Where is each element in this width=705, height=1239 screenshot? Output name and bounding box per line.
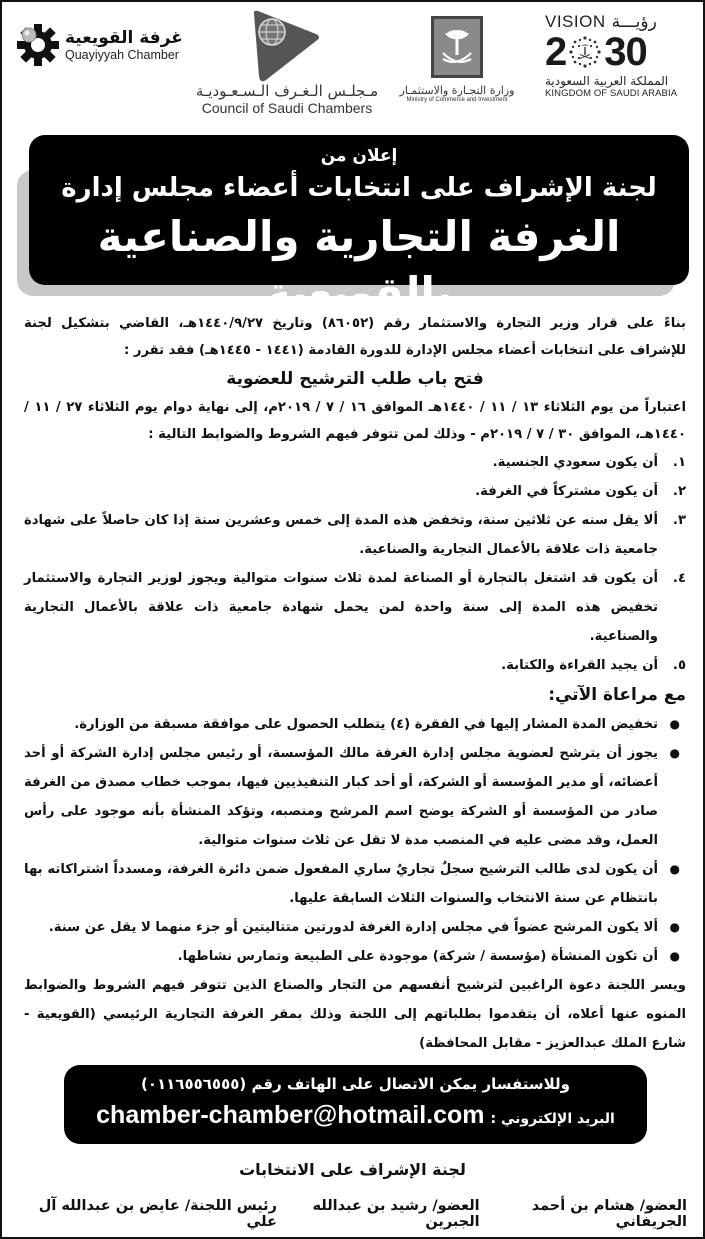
condition-text: ألا يقل سنه عن ثلاثين سنة، وتخفض هذه المدة إلى خمس وعشرين سنة إذا كان حاصلاً على شهادة جامعية ذات علاقة بالأعمال التجارية والصناعية. — [24, 513, 658, 557]
gear-icon — [17, 24, 59, 66]
announcement-body — [24, 310, 686, 1058]
globe-triangle-icon — [252, 10, 322, 80]
signatures-row — [32, 1198, 687, 1230]
note-item — [24, 913, 686, 942]
condition-text: أن يكون مشتركاً في الغرفة. — [475, 484, 658, 499]
year-digits: 30 — [604, 30, 647, 74]
council-name-ar: مـجلـس الـغـرف الـسـعـوديـة — [195, 82, 379, 100]
note-item — [24, 942, 686, 971]
condition-number: ١. — [672, 455, 686, 470]
condition-item — [24, 506, 686, 564]
condition-text: أن يكون قد اشتغل بالتجارة أو الصناعة لمدة ثلاث سنوات متوالية ويجوز لوزير التجارة والاستثمار تخفيض هذه المدة إلى سنة واحدة لمن يحمل شهادة جامعية ذات علاقة بالأعمال التجارية والصناعية. — [24, 571, 658, 644]
phone-line: وللاستفسار يمكن الاتصال على الهاتف رقم (٠١١٦٥٥٦٥٥٥) — [140, 1075, 570, 1093]
palm-swords-emblem-icon — [431, 16, 483, 78]
condition-number: ٤. — [672, 571, 686, 586]
palm-swords-star-icon — [568, 35, 602, 69]
signature-member-1: العضو/ هشام بن أحمد الجريفاني — [531, 1198, 687, 1230]
vision-word-en: VISION — [545, 12, 606, 31]
bullet-icon: ● — [669, 746, 680, 760]
note-item — [24, 855, 686, 913]
note-text: تخفيض المدة المشار إليها في الفقرة (٤) يتطلب الحصول على موافقة مسبقة من الوزارة. — [74, 717, 658, 732]
period-paragraph: اعتباراً من يوم الثلاثاء ١٣ / ١١ / ١٤٤٠هـ الموافق ١٦ / ٧ / ٢٠١٩م، إلى نهاية دوام يوم الثلاثاء ٢٧ / ١١ / ١٤٤٠هـ، الموافق ٣٠ / ٧ / ٢٠١٩م - وذلك لمن تتوفر فيهم الشروط والضوابط التالية : — [24, 400, 687, 442]
council-logo — [192, 10, 382, 116]
ministry-logo — [382, 16, 532, 103]
contact-box — [64, 1065, 647, 1144]
condition-text: أن يكون سعودي الجنسية. — [492, 455, 658, 470]
condition-item — [24, 448, 686, 477]
email-row — [64, 1101, 647, 1130]
council-name-en: Council of Saudi Chambers — [201, 100, 373, 116]
banner-line-1: إعلان من — [320, 146, 398, 166]
ministry-name-ar: وزارة التجـارة والاستثمـار — [399, 84, 515, 97]
signature-member-2: العضو/ رشيد بن عبدالله الجبرين — [312, 1198, 480, 1230]
note-item — [24, 739, 686, 855]
closing-paragraph: ويسر اللجنة دعوة الراغبين لترشيح أنفسهم من التجار والصناع الذين تتوفر فيهم الشروط والضوابط المنوه عنها أعلاه، أن يتقدموا بطلباتهم إلى اللجنة وذلك بمقر الغرفة التجارية الرئيسي (القويعية - شارع الملك عبدالعزيز - مقابل المحافظة) — [24, 978, 686, 1051]
kingdom-name-ar: المملكة العربية السعودية — [545, 74, 669, 88]
condition-number: ٣. — [672, 513, 686, 528]
quayiyyah-chamber-logo — [17, 20, 207, 70]
banner-line-2: لجنة الإشراف على انتخابات أعضاء مجلس إدارة — [61, 173, 657, 203]
committee-title: لجنة الإشراف على الانتخابات — [239, 1160, 466, 1179]
note-text: ألا يكون المرشح عضواً في مجلس إدارة الغرفة لدورتين متتاليتين أو جزء منهما لا يقل عن سنة. — [48, 920, 658, 935]
condition-item — [24, 651, 686, 680]
chamber-name-ar: غرفة القويعية — [65, 28, 183, 48]
bullet-icon: ● — [669, 862, 680, 876]
banner-line-3: الغرفة التجارية والصناعية بالقويعية — [97, 212, 621, 317]
conditions-list — [24, 448, 686, 680]
condition-number: ٥. — [672, 658, 686, 673]
bullet-icon: ● — [669, 717, 680, 731]
section-heading: فتح باب طلب الترشيح للعضوية — [226, 369, 484, 389]
ministry-name-en: Ministry of Commerce and Investment — [406, 97, 508, 103]
signature-chairman: رئيس اللجنة/ عايض بن عبدالله آل علي — [38, 1198, 277, 1230]
note-text: أن تكون المنشأة (مؤسسة / شركة) موجودة على الطبيعة وتمارس نشاطها. — [177, 949, 658, 964]
kingdom-name-en: KINGDOM OF SAUDI ARABIA — [545, 88, 678, 99]
vision-word-ar: رؤيـــة — [611, 12, 657, 32]
title-banner — [29, 135, 689, 317]
year-digit: 2 — [545, 30, 567, 74]
note-text: أن يكون لدى طالب الترشيح سجلٌ تجاريٌ ساري المفعول ضمن دائرة الغرفة، ومسدداً اشتراكاته بها بانتظام عن سنة الانتخاب والسنوات الثلاث السابقة عليها. — [24, 862, 658, 906]
condition-item — [24, 564, 686, 651]
note-item — [24, 710, 686, 739]
condition-text: أن يجيد القراءة والكتابة. — [501, 658, 658, 673]
bullet-icon: ● — [669, 920, 680, 934]
vision-year — [545, 32, 685, 72]
note-text: يجوز أن يترشح لعضوية مجلس إدارة الغرفة مالك المؤسسة، أو رئيس مجلس إدارة الشركة أو أحد أعضائه، أو مدير المؤسسة أو الشركة، أو أحد كبار التنفيذيين فيها، بموجب خطاب مصدق من الغرفة صادر من المؤسسة أو الشركة يوضح اسم المرشح ومنصبه، وتؤكد المنشأة بأنه موجود على رأس العمل، وقد مضى عليه في المنصب مدة لا تقل عن ثلاث سنوات متوالية. — [24, 746, 658, 848]
vision-2030-logo — [545, 12, 685, 104]
intro-paragraph: بناءً على قرار وزير التجارة والاستثمار رقم (٨٦٠٥٢) وتاريخ ١٤٤٠/٩/٢٧هـ، القاضي بتشكيل لجنة للإشراف على انتخابات أعضاء مجلس الإدارة للدورة القادمة (١٤٤١ - ١٤٤٥هـ) فقد تقرر : — [24, 316, 686, 358]
email-label: البريد الإلكتروني : — [490, 1111, 615, 1127]
condition-item — [24, 477, 686, 506]
notes-list — [24, 710, 686, 971]
logos-header — [2, 2, 703, 127]
chamber-name-en: Quayiyyah Chamber — [65, 48, 179, 62]
notes-heading: مع مراعاة الآتي: — [548, 685, 686, 705]
bullet-icon: ● — [669, 949, 680, 963]
email-link[interactable]: chamber-chamber@hotmail.com — [96, 1101, 485, 1129]
condition-number: ٢. — [672, 484, 686, 499]
